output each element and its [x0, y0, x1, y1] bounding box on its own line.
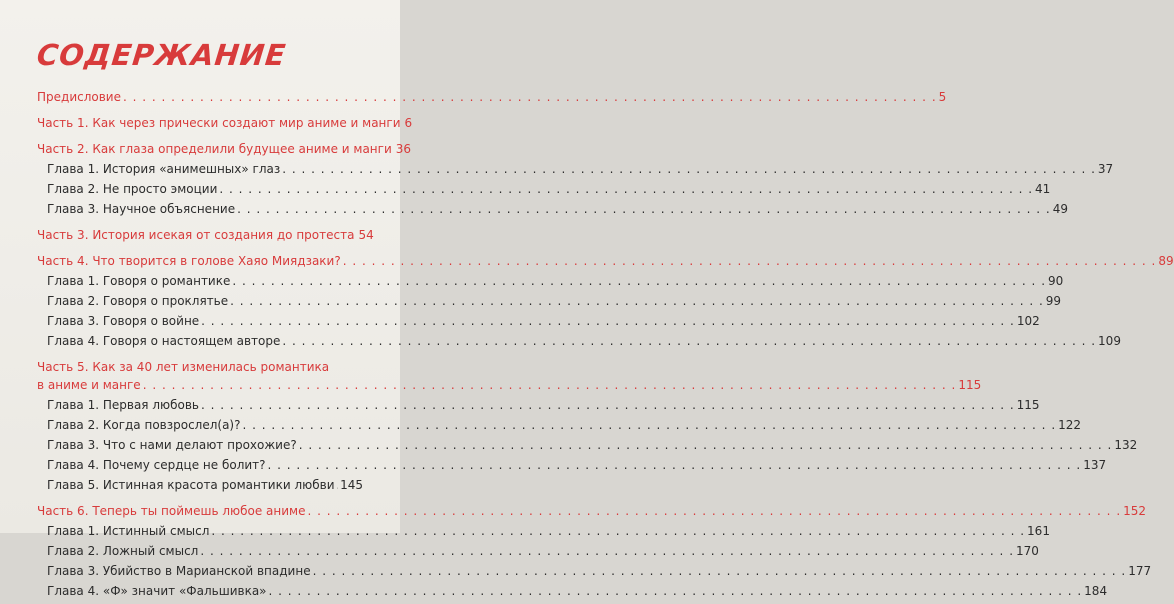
- toc-leader-dots: [201, 314, 1015, 328]
- toc-leader-dots: [242, 418, 1056, 432]
- toc-page-number: 41: [1035, 182, 1051, 196]
- toc-part-row[interactable]: [37, 116, 413, 130]
- toc-page-number: 89: [1158, 254, 1174, 268]
- toc-page-number: 170: [1016, 544, 1039, 558]
- toc-leader-dots: [232, 274, 1046, 288]
- toc-chapter-row[interactable]: [37, 162, 1114, 176]
- toc-page-number: 54: [358, 228, 374, 242]
- toc-part-row[interactable]: [37, 228, 374, 242]
- toc-part-row[interactable]: [37, 142, 412, 156]
- toc-chapter-label: Глава 2. Говоря о проклятье: [47, 294, 229, 308]
- toc-part-label: Предисловие: [37, 90, 121, 104]
- toc-leader-dots: [237, 202, 1051, 216]
- toc-chapter-label: Глава 3. Научное объяснение: [47, 202, 236, 216]
- toc-page-number: 37: [1097, 162, 1114, 176]
- toc-leader-dots: [282, 162, 1096, 176]
- toc-page-number: 49: [1052, 202, 1069, 216]
- toc-chapter-row[interactable]: [37, 478, 363, 492]
- toc-chapter-row[interactable]: [37, 294, 1062, 308]
- toc-leader-dots: [123, 90, 937, 104]
- toc-page-number: 102: [1016, 314, 1040, 328]
- toc-chapter-row[interactable]: [37, 334, 1121, 348]
- toc-page-number: 36: [395, 142, 412, 156]
- toc-leader-dots: [219, 182, 1033, 196]
- toc-page-number: 115: [958, 378, 982, 392]
- toc-page-number: 145: [340, 478, 363, 492]
- toc-page-number: 122: [1058, 418, 1082, 432]
- page-title: СОДЕРЖАНИЕ: [35, 38, 288, 72]
- toc-part-label: Часть 5. Как за 40 лет изменилась романтика: [37, 360, 330, 374]
- toc-page-number: 184: [1084, 584, 1108, 598]
- toc-part-row[interactable]: [37, 504, 1147, 518]
- toc-chapter-row[interactable]: [37, 544, 1039, 558]
- toc-chapter-row[interactable]: [37, 458, 1107, 472]
- toc-page-number: 109: [1098, 334, 1121, 348]
- toc-chapter-row[interactable]: [37, 438, 1138, 452]
- toc-page-number: 152: [1123, 504, 1147, 518]
- toc-chapter-label: Глава 4. Почему сердце не болит?: [47, 458, 266, 472]
- toc-chapter-row[interactable]: [37, 314, 1040, 328]
- toc-part-label: Часть 3. История исекая от создания до протеста: [37, 228, 355, 242]
- toc-page-number: 132: [1114, 438, 1138, 452]
- toc-leader-dots: [268, 458, 1082, 472]
- toc-part-label: Часть 2. Как глаза определили будущее аниме и манги: [37, 142, 392, 156]
- toc-leader-dots: [337, 478, 339, 492]
- toc-page-number: 6: [404, 116, 413, 130]
- toc-leader-dots: [343, 254, 1157, 268]
- toc-page-number: 161: [1027, 524, 1050, 538]
- toc-page-number: 99: [1045, 294, 1062, 308]
- toc-chapter-label: Глава 2. Ложный смысл: [47, 544, 199, 558]
- toc-chapter-row[interactable]: [37, 418, 1082, 432]
- toc-chapter-row[interactable]: [37, 524, 1050, 538]
- toc-part-label: Часть 6. Теперь ты поймешь любое аниме: [37, 504, 306, 518]
- toc-chapter-row[interactable]: [37, 202, 1069, 216]
- toc-page-number: 115: [1016, 398, 1040, 412]
- toc-part-label-continuation: [37, 378, 982, 392]
- toc-chapter-row[interactable]: [37, 398, 1040, 412]
- toc-part-row[interactable]: [37, 90, 947, 104]
- toc-chapter-label: Глава 2. Когда повзрослел(а)?: [47, 418, 241, 432]
- toc-chapter-label: Глава 3. Убийство в Марианской впадине: [47, 564, 311, 578]
- toc-chapter-row[interactable]: [37, 564, 1152, 578]
- toc-chapter-label: Глава 2. Не просто эмоции: [47, 182, 218, 196]
- toc-page-number: 137: [1083, 458, 1107, 472]
- toc-part-label: Часть 1. Как через прически создают мир аниме и манги: [37, 116, 401, 130]
- toc-chapter-label: Глава 1. Говоря о романтике: [47, 274, 231, 288]
- toc-page-number: 177: [1128, 564, 1152, 578]
- toc-leader-dots: [282, 334, 1096, 348]
- toc-chapter-label: Глава 3. Говоря о войне: [47, 314, 200, 328]
- toc-page-number: 90: [1048, 274, 1064, 288]
- toc-leader-dots: [307, 504, 1121, 518]
- toc-part-label-line2: в аниме и манге: [37, 378, 141, 392]
- toc-chapter-label: Глава 1. История «анимешных» глаз: [47, 162, 281, 176]
- toc-leader-dots: [299, 438, 1113, 452]
- toc-chapter-label: Глава 1. Первая любовь: [47, 398, 199, 412]
- toc-leader-dots: [313, 564, 1127, 578]
- toc-leader-dots: [201, 398, 1015, 412]
- toc-part-label: Часть 4. Что творится в голове Хаяо Миядзаки?: [37, 254, 341, 268]
- toc-leader-dots: [269, 584, 1083, 598]
- toc-part-row[interactable]: [37, 254, 1174, 268]
- toc-chapter-label: Глава 4. «Ф» значит «Фальшивка»: [47, 584, 267, 598]
- toc-chapter-label: Глава 3. Что с нами делают прохожие?: [47, 438, 297, 452]
- toc-chapter-label: Глава 1. Истинный смысл: [47, 524, 210, 538]
- toc-chapter-label: Глава 5. Истинная красота романтики любви: [47, 478, 335, 492]
- toc-leader-dots: [200, 544, 1014, 558]
- toc-part-row[interactable]: [37, 360, 982, 392]
- toc-chapter-row[interactable]: [37, 584, 1108, 598]
- toc-chapter-row[interactable]: [37, 274, 1064, 288]
- table-of-contents: [37, 90, 1174, 604]
- toc-page-number: 5: [938, 90, 947, 104]
- toc-chapter-label: Глава 4. Говоря о настоящем авторе: [47, 334, 281, 348]
- toc-leader-dots: [230, 294, 1044, 308]
- toc-leader-dots: [143, 378, 957, 392]
- toc-leader-dots: [211, 524, 1025, 538]
- toc-chapter-row[interactable]: [37, 182, 1051, 196]
